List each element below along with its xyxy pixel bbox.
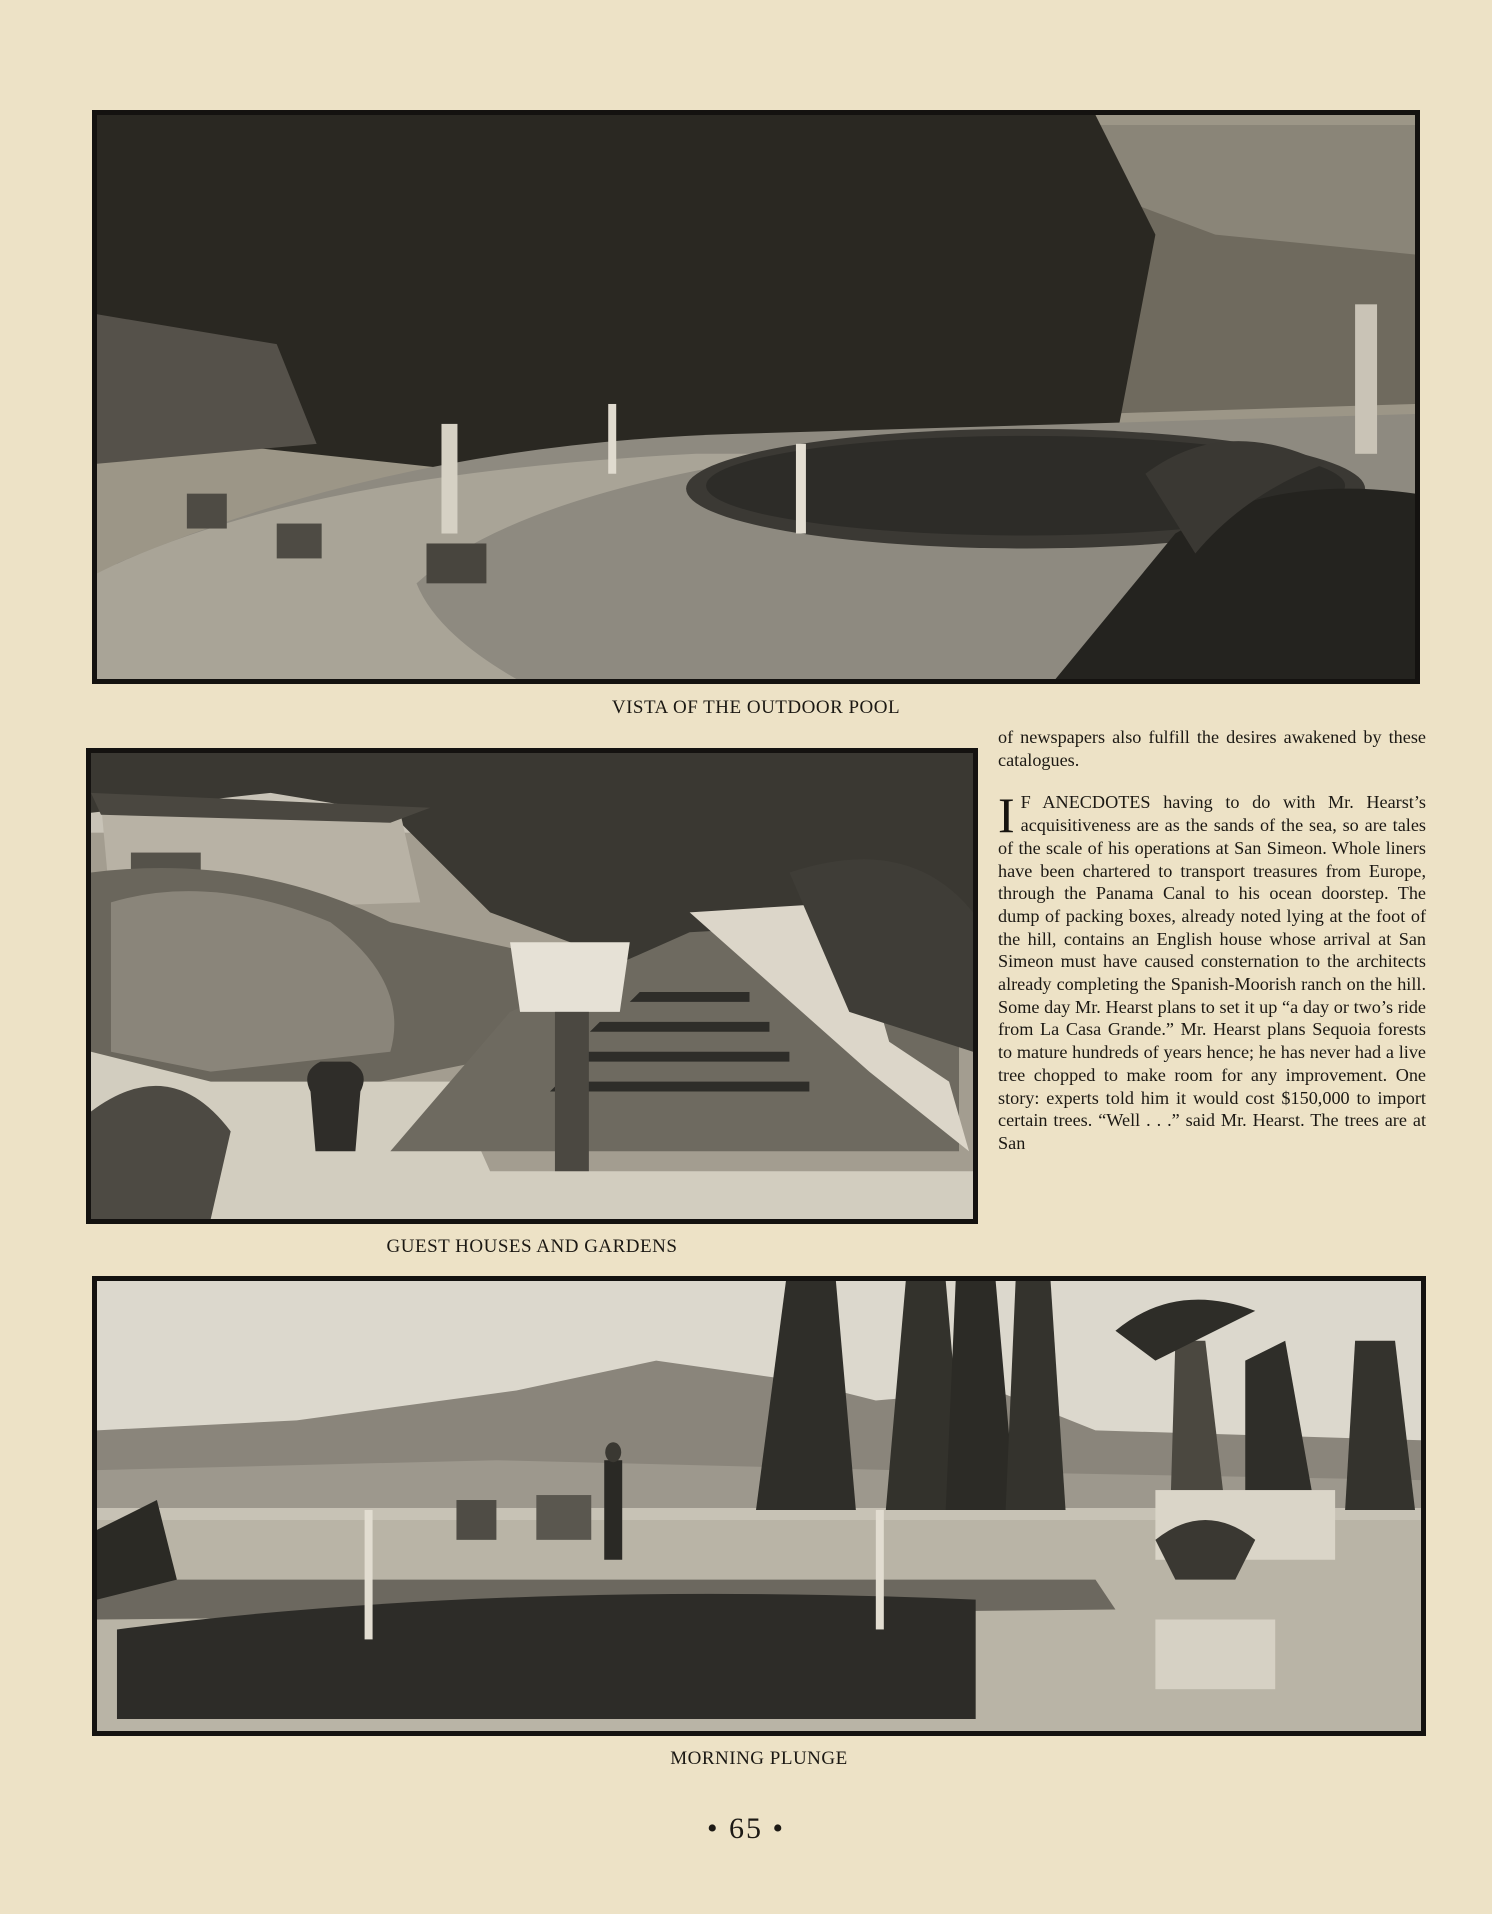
outdoor-pool-image — [97, 115, 1415, 679]
photo-morning-plunge — [92, 1276, 1426, 1736]
guest-houses-image — [91, 753, 973, 1219]
drop-cap: I — [998, 787, 1015, 844]
photo-caption: VISTA OF THE OUTDOOR POOL — [611, 697, 901, 718]
photo-caption: GUEST HOUSES AND GARDENS — [386, 1236, 678, 1257]
article-column — [998, 726, 1426, 1155]
photo-caption: MORNING PLUNGE — [670, 1748, 848, 1769]
article-paragraph — [998, 787, 1426, 1154]
article-body: having to do with Mr. Hearst’s acquisitiveness are as the sands of the sea, so are tales of the scale of his operations at San Simeon. Whole liners have been chartered to transport treasures from Europe, through the Panama Canal to his ocean doorstep. The dump of packing boxes, already noted lying at the foot of the hill, contains an English house whose arrival at San Simeon must have caused consternation to the architects already completing the Spanish-Moorish ranch on the hill. Some day Mr. Hearst plans to set it up “a day or two’s ride from La Casa Grande.” Mr. Hearst plans Sequoia forests to mature hundreds of years hence; he has never had a live tree chopped to make room for any improvement. One story: experts told him it would cost $150,000 to import certain trees. “Well . . .” said Mr. Hearst. The trees are at San — [998, 792, 1426, 1153]
photo-outdoor-pool — [92, 110, 1420, 684]
page-number: • 65 • — [706, 1812, 785, 1845]
morning-plunge-image — [97, 1281, 1421, 1731]
article-continuation: of newspapers also fulfill the desires awakened by these catalogues. — [998, 727, 1426, 770]
lead-in: F ANECDOTES — [1020, 792, 1151, 813]
photo-guest-houses — [86, 748, 978, 1224]
